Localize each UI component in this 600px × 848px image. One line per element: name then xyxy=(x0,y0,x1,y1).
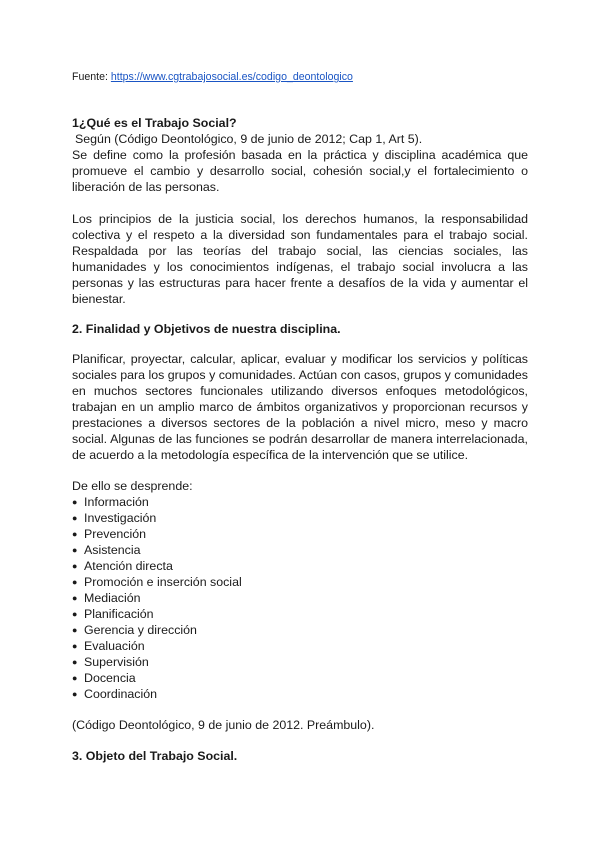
list-item-label: Investigación xyxy=(84,511,157,525)
source-link[interactable]: https://www.cgtrabajosocial.es/codigo_deontologico xyxy=(110,71,353,83)
list-item-label: Mediación xyxy=(84,591,141,605)
list-item-label: Supervisión xyxy=(84,655,149,669)
section-1-principles: Los principios de la justicia social, los derechos humanos, la responsabilidad colectiva y el respeto a la diversidad son fundamentales para el trabajo social. Respaldada por las teorías del trabajo social, las ciencias sociales, las humanidades y los conocimientos indígenas, el trabajo social involucra a las personas y las estructuras para hacer frente a desafíos de la vida y aumentar el bienestar. xyxy=(72,212,528,306)
bullet-icon: ● xyxy=(72,625,78,635)
section-2-heading: 2. Finalidad y Objetivos de nuestra disciplina. xyxy=(72,322,341,336)
source-line xyxy=(72,70,528,84)
list-item xyxy=(72,574,528,590)
list-item xyxy=(72,494,528,510)
list-item xyxy=(72,686,528,702)
section-1-definition: Se define como la profesión basada en la práctica y disciplina académica que promueve el cambio y desarrollo social, cohesión social,y el fortalecimiento o liberación de las personas. xyxy=(72,148,528,194)
list-item-label: Evaluación xyxy=(84,639,145,653)
bullet-icon: ● xyxy=(72,497,78,507)
bullet-icon: ● xyxy=(72,545,78,555)
bullet-icon: ● xyxy=(72,561,78,571)
list-item xyxy=(72,526,528,542)
source-label: Fuente: xyxy=(72,71,108,83)
bullet-icon: ● xyxy=(72,513,78,523)
bullet-icon: ● xyxy=(72,609,78,619)
section-1-citation: Según (Código Deontológico, 9 de junio de 2012; Cap 1, Art 5). xyxy=(75,132,423,146)
list-item xyxy=(72,510,528,526)
bullet-icon: ● xyxy=(72,689,78,699)
document-page xyxy=(72,70,528,764)
list-item xyxy=(72,542,528,558)
bullet-icon: ● xyxy=(72,641,78,651)
list-item xyxy=(72,558,528,574)
functions-list xyxy=(72,494,528,702)
list-item-label: Atención directa xyxy=(84,559,173,573)
section-2-list-intro: De ello se desprende: xyxy=(72,479,193,493)
list-item-label: Planificación xyxy=(84,607,154,621)
bullet-icon: ● xyxy=(72,577,78,587)
list-item-label: Docencia xyxy=(84,671,136,685)
list-item-label: Promoción e inserción social xyxy=(84,575,242,589)
list-item xyxy=(72,670,528,686)
list-item-label: Información xyxy=(84,495,149,509)
list-item xyxy=(72,590,528,606)
list-item-label: Coordinación xyxy=(84,687,158,701)
list-item xyxy=(72,606,528,622)
list-item-label: Asistencia xyxy=(84,543,141,557)
section-2-citation: (Código Deontológico, 9 de junio de 2012. Preámbulo). xyxy=(72,718,375,732)
bullet-icon: ● xyxy=(72,673,78,683)
bullet-icon: ● xyxy=(72,657,78,667)
bullet-icon: ● xyxy=(72,593,78,603)
list-item xyxy=(72,622,528,638)
bullet-icon: ● xyxy=(72,529,78,539)
list-item-label: Prevención xyxy=(84,527,146,541)
section-1-heading: 1¿Qué es el Trabajo Social? xyxy=(72,116,237,130)
section-3-heading: 3. Objeto del Trabajo Social. xyxy=(72,749,238,763)
section-2-body: Planificar, proyectar, calcular, aplicar, evaluar y modificar los servicios y políticas sociales para los grupos y comunidades. Actúan con casos, grupos y comunidades en muchos sectores funcionales utilizando diversos enfoques metodológicos, trabajan en un amplio marco de ámbitos organizativos y proporcionan recursos y prestaciones a diversos sectores de la población a nivel micro, meso y macro social. Algunas de las funciones se podrán desarrollar de manera interrelacionada, de acuerdo a la metodología específica de la intervención que se utilice. xyxy=(72,352,528,462)
list-item-label: Gerencia y dirección xyxy=(84,623,197,637)
list-item xyxy=(72,638,528,654)
list-item xyxy=(72,654,528,670)
